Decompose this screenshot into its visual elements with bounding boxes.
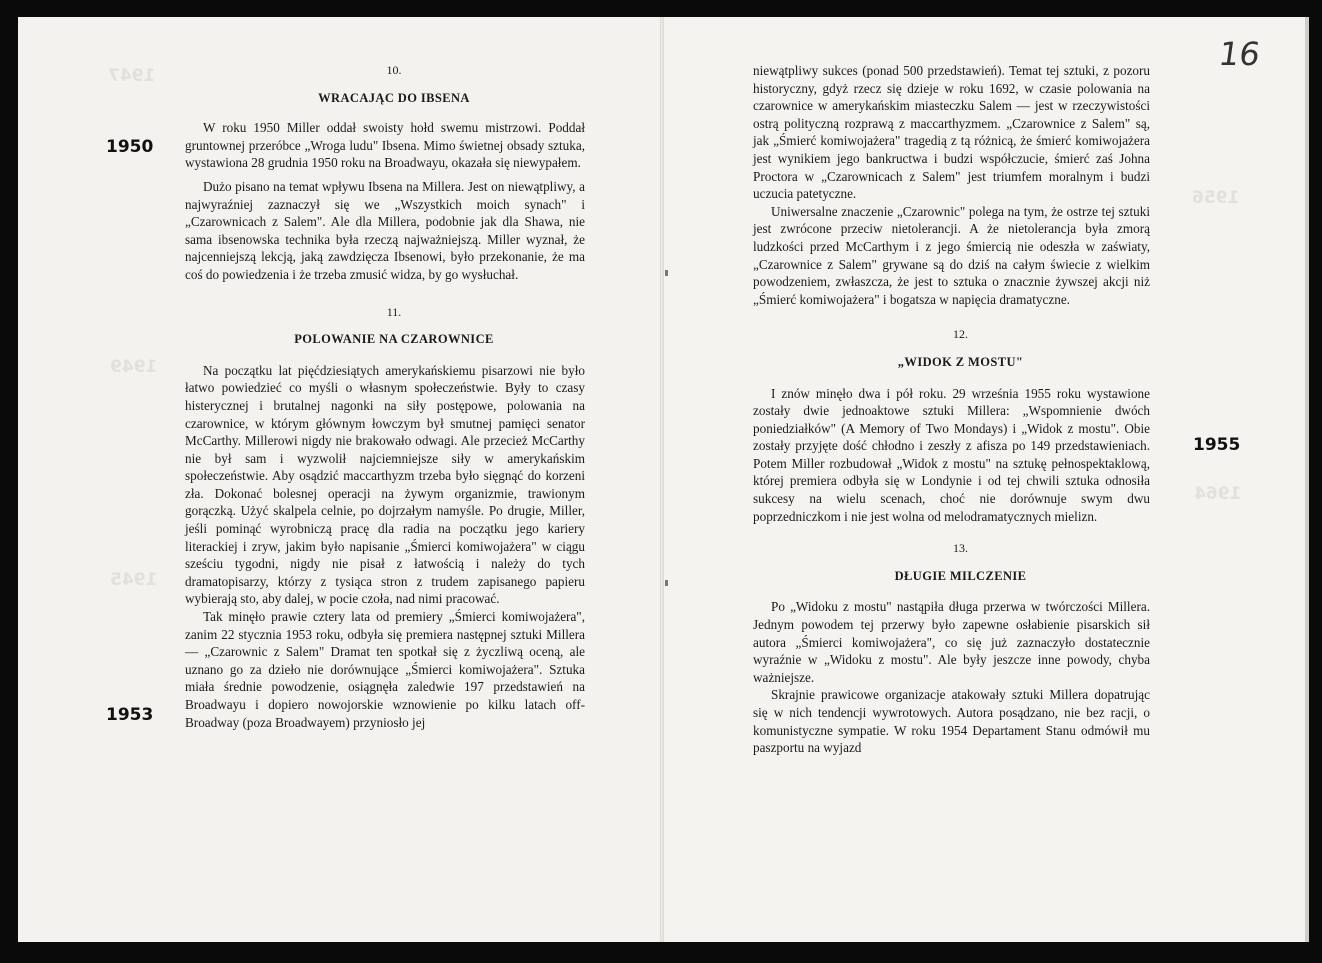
section-number-13: 13. (953, 541, 968, 556)
paragraph: I znów minęło dwa i pół roku. 29 września 1955 roku wystawione zostały dwie jednoaktowe sztuki Millera: „Wspomnienie dwóch poniedziałków" (A Memory of Two Mondays) i „Widok z mostu". Obie zostały przyjęte dość chłodno i zeszły z afisza po 149 przedstawieniach. Potem Miller rozbudował „Widok z mostu" na sztukę pełnospektaklową, której premiera odbyła się w Londynie i od tej chwili sztuka odnosiła sukcesy na wielu scenach, choć nie dorównuje swym dwu poprzedniczkom i nie jest wolna od melodramatycznych mielizn. (753, 385, 1150, 524)
page-edge (1305, 17, 1309, 942)
paragraph: niewątpliwy sukces (ponad 500 przedstawień). Temat tej sztuki, z pozoru historyczny, gdyż rzecz się dzieje w roku 1692, w czasie polowania na czarownice w amerykańskim miasteczku Salem — jest w rzeczywistości ostrą polityczną rozprawą z maccarthyzmem. „Czarownice z Salem" są, jak „Śmierć komiwojażera" tragedią z tą różnicą, że śmierć komiwojażera jest wynikiem jego bankructwa i budzi współczucie, śmierć zaś Johna Proctora w „Czarownicach z Salem" jest triumfem moralnym i budzi uczucia patetyczne. (753, 63, 1150, 202)
section-title-13: DŁUGIE MILCZENIE (894, 568, 1027, 583)
paragraph: Dużo pisano na temat wpływu Ibsena na Millera. Jest on niewątpliwy, a najwyraźniej zaznaczył się we „Wszystkich moich synach" i „Czarownicach z Salem". Ale dla Millera, podobnie jak dla Shawa, nie sama ibsenowska technika była rzeczą najważniejszą. Miller wyznał, że najcenniejszą lekcją, jaką zawdzięcza Ibsenowi, było przekonanie, że ma coś do powiedzenia i że trzeba zmusić widza, by go wysłuchał. (185, 178, 585, 282)
section-number-11: 11. (386, 304, 402, 319)
bleed-through-mark: 1964 (1194, 484, 1242, 504)
section-title-11: POLOWANIE NA CZAROWNICE (294, 332, 494, 347)
right-column (753, 62, 1150, 757)
paragraph: Skrajnie prawicowe organizacje atakowały sztuki Millera dopatrując się w nich tendencji wywrotowych. Autora posądzano, nie bez racji, o komunistyczne sympatie. W roku 1954 Departament Stanu odmówił mu paszportu na wyjazd (753, 687, 1150, 756)
section-title-10: WRACAJĄC DO IBSENA (318, 90, 470, 105)
paragraph: Po „Widoku z mostu" nastąpiła długa przerwa w twórczości Millera. Jednym powodem tej przerwy było zapewne osłabienie pisarskich sił autora „Śmierci komiwojażera", co się już zaznaczyło dostatecznie wyraźnie w „Widoku z mostu". Ale były jeszcze inne powody, chyba ważniejsze. (753, 599, 1150, 685)
bleed-through-mark: 1945 (110, 570, 158, 590)
section-number-12: 12. (953, 327, 968, 342)
paragraph: Tak minęło prawie cztery lata od premiery „Śmierci komiwojażera", zanim 22 stycznia 1953 roku, odbyła się premiera następnej sztuki Millera — „Czarownic z Salem" Dramat ten spotkał się z życzliwą oceną, ale uznano go za dzieło nie dorównujące „Śmierci komiwojażera". Sztuka miała średnie powodzenie, osiągnęła zaledwie 197 przedstawień na Broadwayu i dopiero nowojorskie wznowienie po kilku latach off-Broadway (poza Broadwayem) przyniosło jej (185, 609, 585, 730)
bleed-through-mark: 1949 (110, 357, 158, 377)
bleed-through-mark: 1947 (108, 66, 156, 86)
year-marker-1955: 1955 (1193, 435, 1241, 455)
bleed-through-mark: 1956 (1192, 188, 1240, 208)
paragraph: W roku 1950 Miller oddał swoisty hołd swemu mistrzowi. Poddał gruntownej przeróbce „Wroga ludu" Ibsena. Mimo świetnej obsady sztuka, wystawiona 28 grudnia 1950 roku na Broadwayu, okazała się niewypałem. (185, 120, 585, 171)
paragraph: Uniwersalne znaczenie „Czarownic" polega na tym, że ostrze tej sztuki jest zwrócone przeciw nietolerancji. A że nietolerancja była zmorą ludzkości przed McCarthym i z jego śmiercią nie odeszła w zaświaty, „Czarownice z Salem" grywane są do dziś na całym świecie z wielkim powodzeniem, zwłaszcza, że jest to sztuka o znacznie żywszej akcji niż „Śmierć komiwojażera" i bogatsza w napięcia dramatyczne. (753, 203, 1150, 307)
section-number-10: 10. (386, 63, 402, 77)
book-gutter (660, 17, 664, 942)
binding-mark (665, 270, 668, 276)
handwritten-page-number: 16 (1216, 35, 1263, 73)
year-marker-1950: 1950 (106, 137, 154, 157)
binding-mark (665, 580, 668, 586)
section-title-12: „WIDOK Z MOSTU" (897, 354, 1024, 369)
paragraph: Na początku lat pięćdziesiątych amerykańskiemu pisarzowi nie było łatwo powiedzieć co myśli o własnym społeczeństwie. Były to czasy histerycznej i brutalnej nagonki na siły postępowe, polowania na czarownice, w którym głównym łowczym był smutnej pamięci senator McCarthy. Millerowi nigdy nie brakowało odwagi. Ale przecież McCarthy nie był sam i wyzwolił najciemniejsze siły w amerykańskim społeczeństwie. Aby osądzić maccarthyzm trzeba było sięgnąć do korzeni zła. Dokonać bolesnej operacji na żywym organizmie, trawionym gorączką. Użyć skalpela celnie, po dojrzałym namyśle. Po drugie, Miller, jeśli pominąć wyrobniczą pracę dla radia na początku jego kariery literackiej i zryw, jakim było napisanie „Śmierci komiwojażera" w ciągu sześciu tygodni, nigdy nie pisał z łatwością i należy do tych dramatopisarzy, którzy z tysiąca stron z trudem zapisanego papieru wybierają sto, aby dalej, w pocie czoła, nad nimi pracować. (185, 362, 585, 607)
year-marker-1953: 1953 (106, 705, 154, 725)
left-column (185, 62, 585, 731)
